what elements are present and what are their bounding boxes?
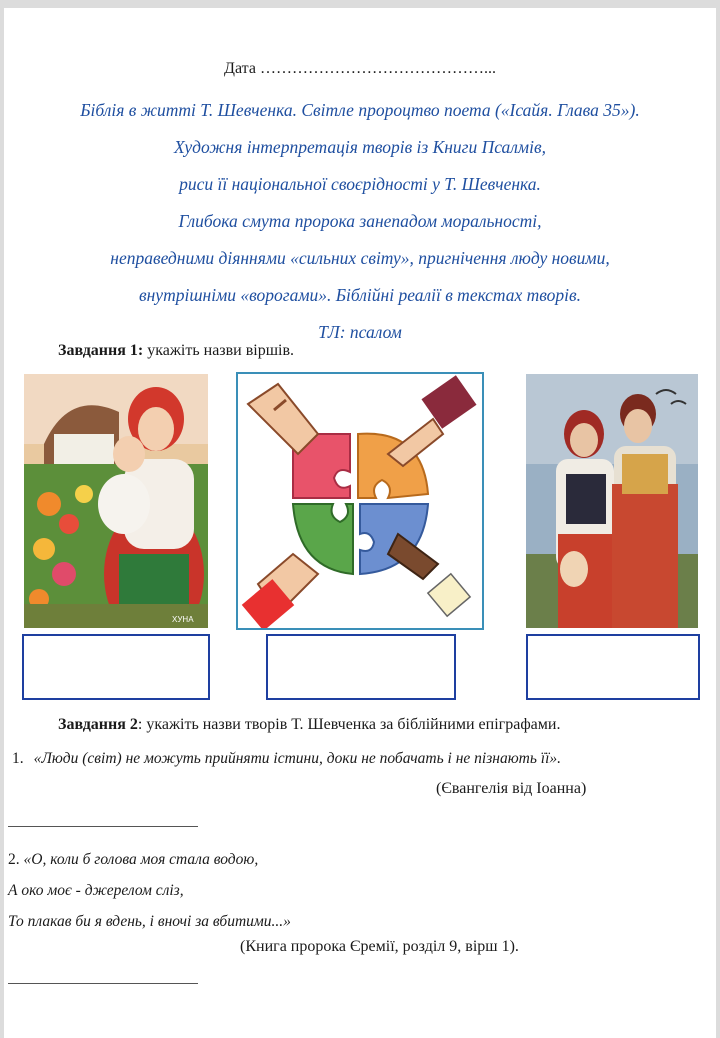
epigraph-1-source: (Євангелія від Іоанна): [436, 780, 587, 797]
epigraph-2-source: (Книга пророка Єремії, розділ 9, вірш 1).: [240, 938, 519, 955]
task-2-heading: [58, 716, 560, 734]
worksheet-page: [4, 8, 716, 1038]
task-1-label: Завдання 1:: [58, 342, 144, 359]
epigraph-2-line-1: «О, коли б голова моя стала водою,: [23, 851, 259, 868]
mother-child-painting: [24, 374, 208, 628]
task-1-text: укажіть назви віршів.: [143, 342, 295, 359]
couple-painting: [526, 374, 698, 628]
title-line-4: Глибока смута пророка занепадом моральності,: [178, 211, 542, 231]
epigraph-2-line-3: То плакав би я вдень, і вночі за вбитими...»: [8, 913, 291, 930]
epigraph-2-number: 2.: [8, 851, 20, 868]
epigraph-1-number: 1.: [12, 750, 24, 767]
title-line-7: ТЛ: псалом: [318, 322, 402, 342]
title-line-6: внутрішніми «ворогами». Біблійні реалії в текстах творів.: [139, 285, 581, 305]
answer-box-3[interactable]: [526, 634, 700, 700]
epigraph-2-line-2: А око моє - джерелом сліз,: [8, 882, 184, 899]
title-line-3: риси її національної своєрідності у Т. Шевченка.: [179, 174, 541, 194]
date-line: Дата ……………………………………...: [224, 60, 496, 77]
answer-line-2[interactable]: [8, 983, 198, 984]
task-1-heading: [58, 342, 294, 360]
epigraph-1-quote: «Люди (світ) не можуть прийняти істини, доки не побачать і не пізнають її».: [33, 750, 561, 767]
painting-watermark: ХУНА: [172, 615, 194, 624]
answer-box-2[interactable]: [266, 634, 456, 700]
task-2-label: Завдання 2: [58, 716, 138, 733]
task-2-text: : укажіть назви творів Т. Шевченка за біблійними епіграфами.: [137, 716, 561, 733]
title-line-5: неправедними діяннями «сильних світу», пригнічення люду новими,: [110, 248, 610, 268]
answer-box-1[interactable]: [22, 634, 210, 700]
puzzle-hands-picture: [236, 372, 484, 630]
title-line-1: Біблія в житті Т. Шевченка. Світле пророцтво поета («Ісайя. Глава 35»).: [80, 100, 640, 120]
answer-line-1[interactable]: [8, 826, 198, 827]
epigraph-2: [8, 844, 291, 937]
lesson-title: [4, 92, 716, 351]
epigraph-1: [12, 750, 561, 768]
title-line-2: Художня інтерпретація творів із Книги Псалмів,: [174, 137, 546, 157]
